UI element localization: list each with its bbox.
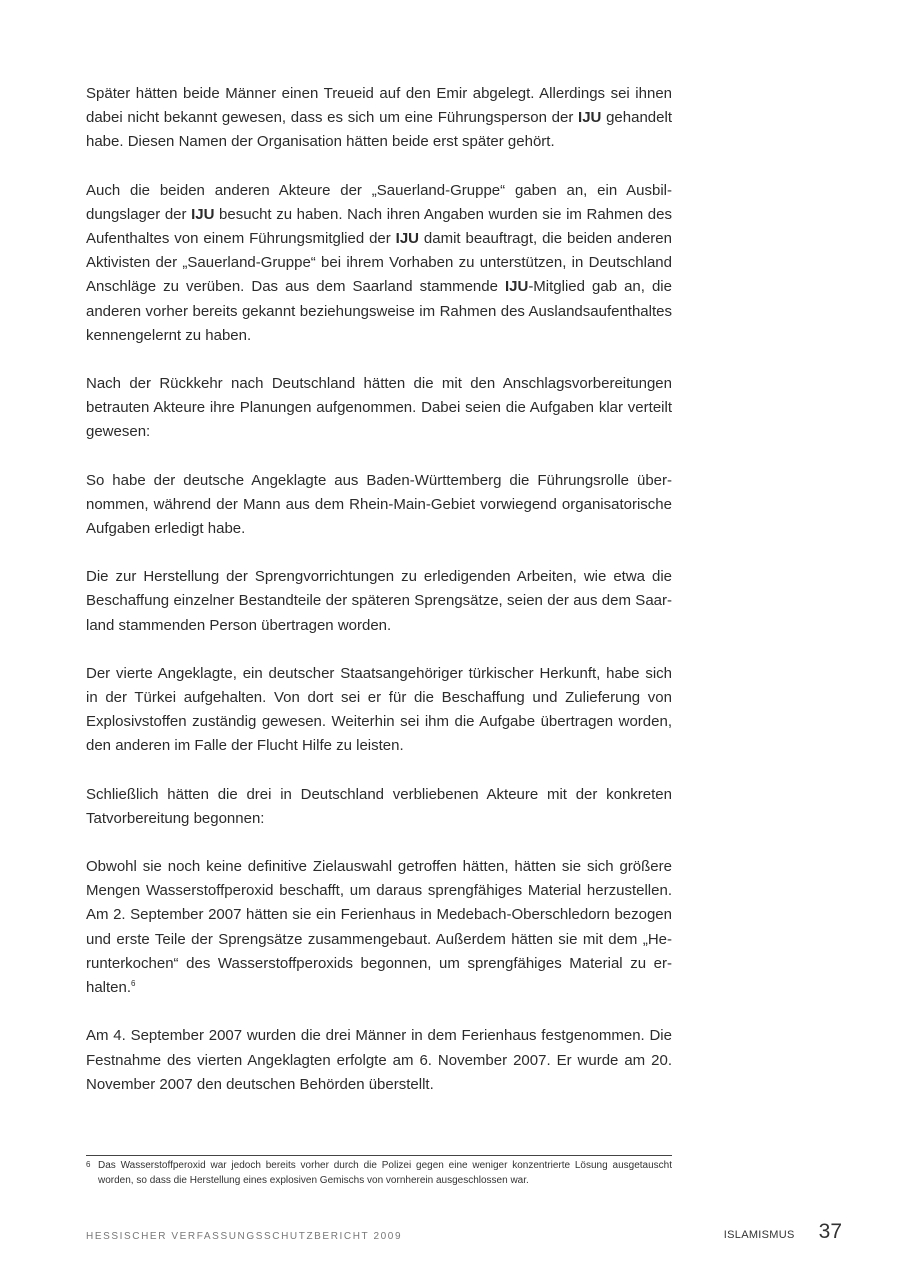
bold-term: IJU: [578, 109, 602, 127]
paragraph-text: Nach der Rückkehr nach Deutschland hätten die mit den Anschlagsvorbereitungen betrauten Akteure ihre Planungen aufgenommen. Dabei seien die Aufgaben klar verteilt gewesen:: [86, 375, 672, 441]
paragraph-text: Die zur Herstellung der Sprengvorrichtungen zu erledigenden Arbeiten, wie etwa die Beschaffung einzelner Bestandteile der späteren Sprengsätze, seien der aus dem Saarland stammenden Person übertragen worden.: [86, 568, 672, 634]
body-text: [86, 82, 672, 1121]
paragraph-text: Der vierte Angeklagte, ein deutscher Staatsangehöriger türkischer Herkunft, habe sich in der Türkei aufgehalten. Von dort sei er für die Beschaffung und Zulieferung von Explosivstoffen zuständig gewesen. Weiterhin sei ihm die Aufgabe übertragen worden, den anderen im Falle der Flucht Hilfe zu leisten.: [86, 664, 672, 755]
bold-term: IJU: [504, 278, 529, 296]
paragraph: [86, 372, 672, 445]
section-name: ISLAMISMUS: [723, 1229, 795, 1241]
footnote-divider: [86, 1155, 672, 1156]
paragraph-text: Obwohl sie noch keine definitive Zielauswahl getroffen hätten, hätten sie sich größere Mengen Wasserstoffperoxid beschafft, um daraus sprengfähiges Material herzustellen. Am 2. September 2007 hätten sie ein Ferienhaus in Medebach-Oberschledorn bezogen und erste Teile der Sprengsätze zusammengebaut. Außerdem hätten sie mit dem „Herunterkochen“ des Wasserstoffperoxids begonnen, um sprengfähiges Material zu erhalten.: [86, 858, 672, 997]
paragraph: [86, 1024, 672, 1097]
paragraph-text: gehandelt habe. Diesen Namen der Organisation hätten beide erst später gehört.: [86, 109, 672, 151]
publication-title: HESSISCHER VERFASSUNGSSCHUTZBERICHT 2009: [86, 1231, 403, 1242]
paragraph-text: -Mitglied gab an, die anderen vorher bereits gekannt beziehungsweise im Rahmen des Auslandsaufenthaltes kennengelernt zu haben.: [86, 278, 672, 344]
footnote-text: Das Wasserstoffperoxid war jedoch bereits vorher durch die Polizei gegen eine weniger konzentrierte Lösung ausgetauscht worden, so dass die Herstellung eines explosiven Gemischs von vornherein ausgeschlossen war.: [98, 1160, 672, 1186]
footnote-number: 6: [86, 1160, 91, 1169]
paragraph: [86, 662, 672, 759]
paragraph: [86, 469, 672, 542]
page-footer-right: [724, 1220, 842, 1244]
footnote-reference: 6: [131, 979, 136, 989]
paragraph-text: Auch die beiden anderen Akteure der „Sauerland-Gruppe“ gaben an, ein Ausbildungslager der: [86, 181, 672, 223]
paragraph: [86, 855, 672, 1000]
paragraph: [86, 82, 672, 155]
paragraph-text: besucht zu haben. Nach ihren Angaben wurden sie im Rahmen des Aufenthaltes von einem Führungsmitglied der: [86, 205, 672, 248]
bold-term: IJU: [191, 205, 215, 223]
paragraph-text: Schließlich hätten die drei in Deutschland verbliebenen Akteure mit der konkreten Tatvorbereitung begonnen:: [86, 785, 672, 827]
paragraph-text: Später hätten beide Männer einen Treueid auf den Emir abgelegt. Allerdings sei ihnen dabei nicht bekannt gewesen, dass es sich um eine Führungsperson der: [86, 85, 672, 127]
paragraph-text: damit beauftragt, die beiden anderen Aktivisten der „Sauerland-Gruppe“ bei ihrem Vorhaben zu unterstützen, in Deutschland Anschläge zu verüben. Das aus dem Saarland stammende: [86, 230, 672, 296]
paragraph: [86, 565, 672, 638]
footnote: [86, 1158, 672, 1188]
paragraph: [86, 783, 672, 831]
paragraph: [86, 179, 672, 348]
paragraph-text: So habe der deutsche Angeklagte aus Baden-Württemberg die Führungsrolle übernommen, während der Mann aus dem Rhein-Main-Gebiet vorwiegend organisatorische Aufgaben erledigt habe.: [86, 471, 672, 538]
bold-term: IJU: [395, 230, 419, 248]
paragraph-text: Am 4. September 2007 wurden die drei Männer in dem Ferienhaus festgenommen. Die Festnahme des vierten Angeklagten erfolgte am 6. November 2007. Er wurde am 20. November 2007 den deutschen Behörden überstellt.: [86, 1027, 672, 1093]
page-number: 37: [818, 1220, 842, 1243]
